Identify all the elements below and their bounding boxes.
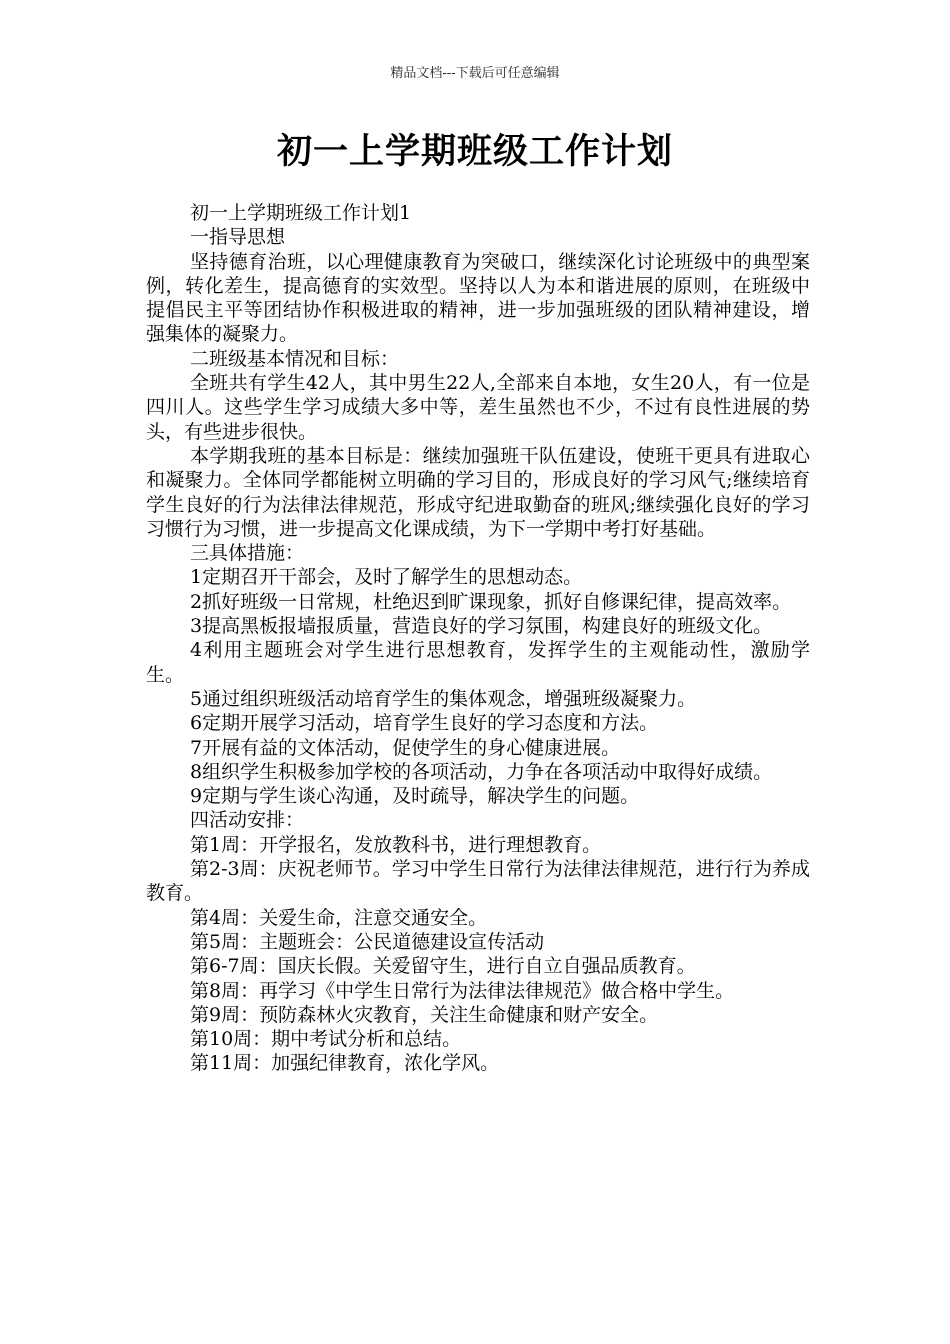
schedule-item: 第2-3周：庆祝老师节。学习中学生日常行为法律法律规范，进行行为养成教育。: [146, 858, 810, 905]
list-item: 4利用主题班会对学生进行思想教育，发挥学生的主观能动性，激励学生。: [146, 639, 810, 686]
schedule-item: 第9周：预防森林火灾教育，关注生命健康和财产安全。: [190, 1003, 659, 1026]
section-heading-guiding: 一指导思想: [190, 226, 286, 249]
schedule-item: 第11周：加强纪律教育，浓化学风。: [190, 1052, 500, 1075]
schedule-item: 第5周：主题班会：公民道德建设宣传活动: [190, 930, 545, 953]
body-paragraph: 全班共有学生42人，其中男生22人,全部来自本地，女生20人，有一位是四川人。这些学生学习成绩大多中等，差生虽然也不少，不过有良性进展的势头，有些进步很快。: [146, 372, 810, 443]
schedule-item: 第8周：再学习《中学生日常行为法律法律规范》做合格中学生。: [190, 979, 735, 1002]
schedule-item: 第4周：关爱生命，注意交通安全。: [190, 906, 488, 929]
schedule-item: 第1周：开学报名，发放教科书，进行理想教育。: [190, 833, 602, 856]
list-item: 7开展有益的文体活动，促使学生的身心健康进展。: [190, 736, 621, 759]
list-item: 2抓好班级一日常规，杜绝迟到旷课现象，抓好自修课纪律，提高效率。: [190, 590, 792, 613]
schedule-item: 第10周：期中考试分析和总结。: [190, 1028, 462, 1051]
schedule-item: 第6-7周：国庆长假。关爱留守生，进行自立自强品质教育。: [190, 955, 696, 978]
list-item: 3提高黑板报墙报质量，营造良好的学习氛围，构建良好的班级文化。: [190, 615, 773, 638]
section-heading-plan: 初一上学期班级工作计划1: [190, 202, 412, 224]
list-item: 9定期与学生谈心沟通，及时疏导，解决学生的问题。: [190, 785, 640, 808]
section-heading-measures: 三具体措施：: [190, 542, 305, 565]
list-item: 6定期开展学习活动，培育学生良好的学习态度和方法。: [190, 712, 659, 735]
document-title: 初一上学期班级工作计划: [276, 132, 673, 172]
list-item: 5通过组织班级活动培育学生的集体观念，增强班级凝聚力。: [190, 687, 697, 710]
document-body: [146, 201, 810, 1076]
page-header: 精品文档---下载后可任意编辑: [390, 66, 560, 81]
section-heading-situation: 二班级基本情况和目标：: [190, 347, 400, 370]
list-item: 1定期召开干部会，及时了解学生的思想动态。: [190, 566, 583, 589]
section-heading-schedule: 四活动安排：: [190, 809, 305, 832]
list-item: 8组织学生积极参加学校的各项活动，力争在各项活动中取得好成绩。: [190, 760, 773, 783]
body-paragraph: 本学期我班的基本目标是：继续加强班干队伍建设，使班干更具有进取心和凝聚力。全体同学都能树立明确的学习目的，形成良好的学习风气;继续培育学生良好的行为法律法律规范，形成守纪进取勤奋的班风;继续强化良好的学习习惯行为习惯，进一步提高文化课成绩，为下一学期中考打好基础。: [146, 444, 810, 540]
body-paragraph: 坚持德育治班，以心理健康教育为突破口，继续深化讨论班级中的典型案例，转化差生，提高德育的实效型。坚持以人为本和谐进展的原则，在班级中提倡民主平等团结协作积极进取的精神，进一步加强班级的团队精神建设，增强集体的凝聚力。: [146, 250, 810, 346]
